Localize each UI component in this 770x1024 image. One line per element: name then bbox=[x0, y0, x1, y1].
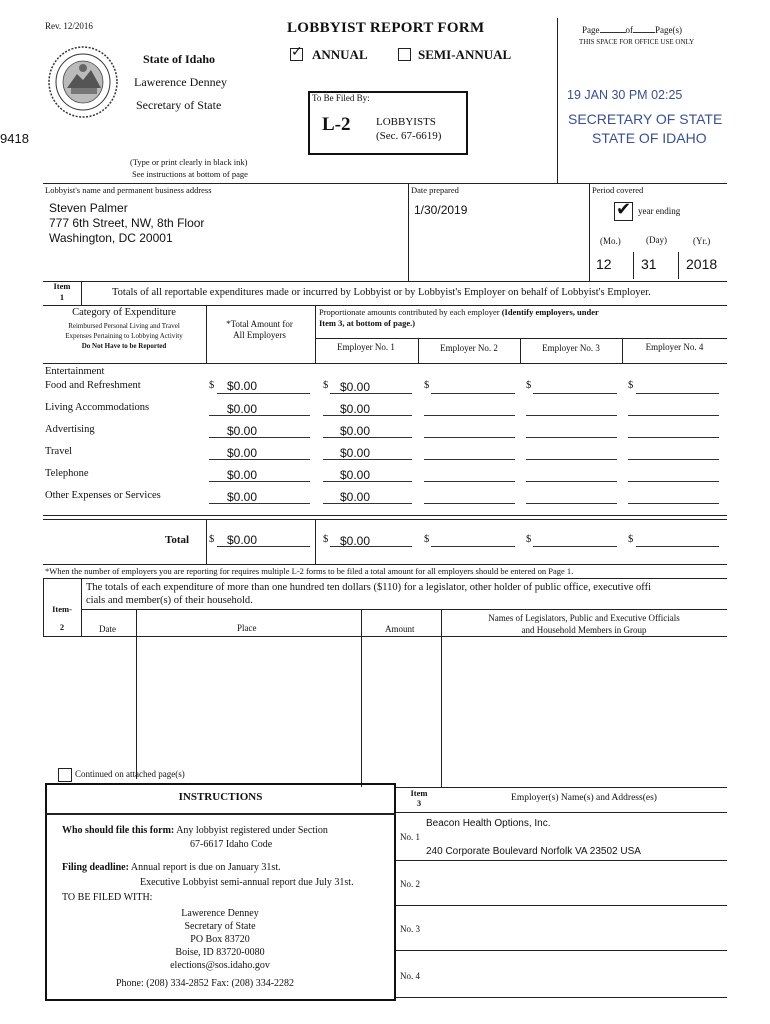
names-entry[interactable] bbox=[442, 637, 727, 765]
item3-label bbox=[399, 788, 439, 808]
pages-label: Page(s) bbox=[655, 25, 682, 35]
item1-number: 1 bbox=[59, 292, 65, 302]
employer-header-4: Employer No. 4 bbox=[645, 342, 704, 352]
office-divider bbox=[557, 18, 558, 183]
category-food: Food and Refreshment bbox=[45, 380, 141, 391]
item1-description: Totals of all reportable expenditures made or incurred by Lobbyist or by Lobbyist's Employer on behalf of Lobbyist's Employer. bbox=[112, 287, 651, 298]
rule bbox=[217, 393, 310, 394]
telephone-total[interactable]: $0.00 bbox=[227, 468, 258, 482]
form-title: LOBBYIST REPORT FORM bbox=[287, 20, 485, 36]
category-travel: Travel bbox=[45, 446, 73, 457]
side-number: 9418 bbox=[0, 131, 29, 146]
category-telephone: Telephone bbox=[45, 468, 89, 479]
advertising-employer1[interactable]: $0.00 bbox=[340, 424, 371, 438]
rule bbox=[396, 812, 727, 813]
who-should-file-text: Any lobbyist registered under Section bbox=[176, 825, 328, 836]
employer-row-1-label: No. 1 bbox=[400, 832, 420, 842]
check-icon: ✔ bbox=[616, 199, 632, 220]
annual-label: ANNUAL bbox=[312, 47, 368, 62]
dollar-sign: $ bbox=[628, 534, 634, 545]
item2-label-text: Item- bbox=[52, 604, 72, 614]
rule bbox=[43, 305, 727, 306]
item2-description bbox=[86, 581, 726, 607]
dollar-sign: $ bbox=[526, 380, 532, 391]
proportionate-text-2: Item 3, at bottom of page.) bbox=[319, 318, 416, 328]
idaho-code: 67-6617 Idaho Code bbox=[190, 839, 273, 850]
semi-annual-label: SEMI-ANNUAL bbox=[418, 47, 512, 62]
dollar-sign: $ bbox=[628, 380, 634, 391]
proportionate-text: Proportionate amounts contributed by each employer bbox=[319, 307, 500, 317]
secretary-name: Lawerence Denney bbox=[134, 75, 227, 89]
office-use-note: THIS SPACE FOR OFFICE USE ONLY bbox=[579, 38, 695, 46]
category-advertising: Advertising bbox=[45, 424, 95, 435]
address-line: PO Box 83720 bbox=[190, 934, 250, 945]
rule bbox=[315, 305, 316, 363]
rule bbox=[81, 578, 82, 636]
other-employer3[interactable] bbox=[526, 503, 617, 504]
rule bbox=[209, 459, 310, 460]
grand-total[interactable]: $0.00 bbox=[227, 533, 258, 547]
year-ending-label: year ending bbox=[638, 206, 681, 216]
address-line: Boise, ID 83720-0080 bbox=[175, 947, 265, 958]
rule bbox=[43, 281, 727, 282]
rule bbox=[209, 415, 310, 416]
rule bbox=[43, 515, 727, 516]
day-value[interactable]: 31 bbox=[641, 256, 657, 272]
food-employer1[interactable]: $0.00 bbox=[340, 380, 371, 394]
phone-fax: Phone: (208) 334-2852 Fax: (208) 334-2282 bbox=[116, 978, 295, 989]
filing-deadline bbox=[62, 862, 281, 873]
telephone-employer2[interactable] bbox=[424, 481, 515, 482]
semi-annual-checkbox[interactable] bbox=[398, 48, 411, 61]
total-label: Total bbox=[165, 534, 190, 546]
rule bbox=[396, 787, 727, 788]
travel-employer2[interactable] bbox=[424, 459, 515, 460]
rule bbox=[43, 578, 44, 636]
continued-checkbox[interactable] bbox=[58, 768, 72, 782]
rule bbox=[323, 437, 412, 438]
day-label: (Day) bbox=[646, 235, 667, 245]
dollar-sign: $ bbox=[209, 380, 215, 391]
year-value[interactable]: 2018 bbox=[686, 256, 718, 272]
rule bbox=[323, 481, 412, 482]
rule bbox=[45, 813, 396, 815]
stamp-date: 19 JAN 30 PM 02:25 bbox=[567, 88, 683, 102]
employer-row-3-label: No. 3 bbox=[400, 924, 420, 934]
food-total[interactable]: $0.00 bbox=[227, 379, 258, 393]
item1-label-text: Item bbox=[53, 281, 71, 291]
rule bbox=[589, 183, 590, 281]
employer4-total[interactable] bbox=[636, 546, 719, 547]
rule bbox=[315, 338, 727, 339]
rule bbox=[323, 459, 412, 460]
revision-label: Rev. 12/2016 bbox=[45, 21, 93, 31]
amount-entry[interactable] bbox=[362, 637, 441, 765]
rule bbox=[81, 281, 82, 305]
lobbyist-address2: Washington, DC 20001 bbox=[49, 231, 173, 245]
page-label: Page bbox=[582, 25, 600, 35]
employer-2-field[interactable] bbox=[426, 864, 726, 904]
continued-label: Continued on attached page(s) bbox=[75, 769, 185, 779]
date-header: Date bbox=[99, 624, 116, 634]
rule bbox=[206, 519, 207, 564]
item1-label bbox=[45, 281, 79, 303]
employer-1-address[interactable]: 240 Corporate Boulevard Norfolk VA 23502 USA bbox=[426, 846, 641, 857]
to-be-filed-by: To Be Filed By: bbox=[312, 93, 370, 103]
telephone-employer4[interactable] bbox=[628, 481, 719, 482]
rule bbox=[209, 503, 310, 504]
living-total[interactable]: $0.00 bbox=[227, 402, 258, 416]
rule bbox=[396, 950, 727, 951]
employer-names-header: Employer(s) Name(s) and Address(es) bbox=[511, 793, 657, 803]
travel-employer1[interactable]: $0.00 bbox=[340, 446, 371, 460]
semi-annual-deadline: Executive Lobbyist semi-annual report due July 31st. bbox=[140, 877, 354, 888]
employers-footnote: *When the number of employers you are reporting for requires multiple L-2 forms to be filed a total amount for all employers should be entered on Page 1. bbox=[45, 566, 574, 576]
address-line: Secretary of State bbox=[184, 921, 256, 932]
date-entry[interactable] bbox=[82, 637, 136, 765]
lobbyist-label: Lobbyist's name and permanent business address bbox=[45, 185, 212, 195]
lobbyist-address1: 777 6th Street, NW, 8th Floor bbox=[49, 216, 205, 230]
advertising-employer3[interactable] bbox=[526, 437, 617, 438]
item3-number: 3 bbox=[416, 798, 422, 808]
employer-header-3: Employer No. 3 bbox=[542, 343, 600, 353]
place-entry[interactable] bbox=[137, 637, 361, 765]
proportionate-bold: (Identify employers, under bbox=[501, 307, 599, 317]
category-living: Living Accommodations bbox=[45, 402, 150, 413]
living-employer3[interactable] bbox=[526, 415, 617, 416]
item2-description-1: The totals of each expenditure of more than one hundred ten dollars ($110) for a legislator, other holder of public office, executive offi bbox=[86, 582, 652, 593]
month-value[interactable]: 12 bbox=[596, 256, 612, 272]
rule bbox=[678, 252, 679, 279]
rule bbox=[43, 519, 727, 520]
reimbursed-note bbox=[45, 321, 203, 351]
rule bbox=[633, 252, 634, 279]
secretary-title: Secretary of State bbox=[136, 98, 222, 112]
employer1-total[interactable]: $0.00 bbox=[340, 534, 371, 548]
month-label: (Mo.) bbox=[600, 236, 621, 246]
form-code: L-2 bbox=[322, 114, 351, 135]
telephone-employer1[interactable]: $0.00 bbox=[340, 468, 371, 482]
page-number-field[interactable] bbox=[600, 32, 626, 33]
other-employer4[interactable] bbox=[628, 503, 719, 504]
employer-header-1: Employer No. 1 bbox=[337, 342, 395, 352]
year-label: (Yr.) bbox=[693, 236, 711, 246]
rule bbox=[396, 860, 727, 861]
rule bbox=[81, 609, 727, 610]
page-total-field[interactable] bbox=[633, 32, 655, 33]
check-icon: ✓ bbox=[291, 44, 303, 60]
reimbursed-note-2: Expenses Pertaining to Lobbying Activity bbox=[65, 332, 183, 340]
lobbyist-name: Steven Palmer bbox=[49, 201, 128, 215]
item3-label-text: Item bbox=[410, 788, 428, 798]
advertising-employer4[interactable] bbox=[628, 437, 719, 438]
type-print-note: (Type or print clearly in black ink) bbox=[130, 157, 248, 167]
rule bbox=[43, 183, 727, 184]
category-header: Category of Expenditure bbox=[72, 307, 176, 318]
total-amount-header bbox=[206, 319, 313, 341]
rule bbox=[408, 183, 409, 281]
stamp-line1: SECRETARY OF STATE bbox=[568, 111, 723, 127]
rule bbox=[330, 546, 412, 547]
total-amount-header-1: *Total Amount for bbox=[226, 319, 293, 329]
item2-label bbox=[45, 600, 79, 636]
advertising-total[interactable]: $0.00 bbox=[227, 424, 258, 438]
dollar-sign: $ bbox=[209, 534, 215, 545]
reimbursed-note-1: Reimbursed Personal Living and Travel bbox=[68, 322, 180, 330]
dollar-sign: $ bbox=[424, 534, 430, 545]
living-employer2[interactable] bbox=[424, 415, 515, 416]
item2-number: 2 bbox=[59, 622, 65, 632]
who-should-file-label: Who should file this form: bbox=[62, 825, 175, 836]
reimbursed-note-3: Do Not Have to be Reported bbox=[81, 342, 167, 350]
see-instructions: See instructions at bottom of page bbox=[132, 169, 248, 179]
address-line: Lawerence Denney bbox=[181, 908, 259, 919]
rule bbox=[396, 905, 727, 906]
item2-description-2: cials and member(s) of their household. bbox=[86, 595, 253, 606]
lobbyist-address[interactable] bbox=[49, 201, 204, 246]
who-should-file bbox=[62, 825, 328, 836]
filing-deadline-label: Filing deadline: bbox=[62, 862, 129, 873]
filing-deadline-text: Annual report is due on January 31st. bbox=[130, 862, 281, 873]
form-type: LOBBYISTS bbox=[376, 116, 436, 128]
rule bbox=[315, 519, 316, 564]
stamp-line2: STATE OF IDAHO bbox=[592, 130, 707, 146]
date-prepared-value[interactable]: 1/30/2019 bbox=[414, 203, 468, 217]
travel-employer4[interactable] bbox=[628, 459, 719, 460]
employer-header-2: Employer No. 2 bbox=[440, 343, 498, 353]
living-employer1[interactable]: $0.00 bbox=[340, 402, 371, 416]
dollar-sign: $ bbox=[526, 534, 532, 545]
email-address[interactable]: elections@sos.idaho.gov bbox=[170, 960, 270, 971]
names-header-1: Names of Legislators, Public and Executive Officials bbox=[488, 613, 680, 623]
employer-1-name[interactable]: Beacon Health Options, Inc. bbox=[426, 818, 551, 829]
travel-employer3[interactable] bbox=[526, 459, 617, 460]
idaho-seal-icon bbox=[47, 44, 119, 120]
food-employer4[interactable] bbox=[636, 393, 719, 394]
rule bbox=[396, 997, 727, 998]
rule bbox=[43, 564, 727, 565]
other-employer1[interactable]: $0.00 bbox=[340, 490, 371, 504]
advertising-employer2[interactable] bbox=[424, 437, 515, 438]
instructions-title: INSTRUCTIONS bbox=[178, 791, 263, 803]
rule bbox=[323, 415, 412, 416]
food-employer2[interactable] bbox=[431, 393, 515, 394]
rule bbox=[43, 578, 727, 579]
amount-header: Amount bbox=[385, 624, 415, 634]
rule bbox=[323, 503, 412, 504]
employer2-total[interactable] bbox=[431, 546, 515, 547]
living-employer4[interactable] bbox=[628, 415, 719, 416]
page-of-label bbox=[582, 25, 682, 35]
employer-row-2-label: No. 2 bbox=[400, 879, 420, 889]
telephone-employer3[interactable] bbox=[526, 481, 617, 482]
of-label: of bbox=[625, 25, 633, 35]
travel-total[interactable]: $0.00 bbox=[227, 446, 258, 460]
rule bbox=[209, 437, 310, 438]
employer-4-field[interactable] bbox=[426, 955, 726, 995]
dollar-sign: $ bbox=[424, 380, 430, 391]
filed-with-label: TO BE FILED WITH: bbox=[62, 892, 153, 903]
employer-3-field[interactable] bbox=[426, 909, 726, 949]
rule bbox=[217, 546, 310, 547]
period-covered-label: Period covered bbox=[592, 185, 644, 195]
state-name: State of Idaho bbox=[143, 52, 216, 66]
filing-address bbox=[120, 907, 320, 972]
rule bbox=[209, 481, 310, 482]
category-other: Other Expenses or Services bbox=[45, 490, 161, 501]
other-employer2[interactable] bbox=[424, 503, 515, 504]
form-section: (Sec. 67-6619) bbox=[376, 130, 442, 142]
names-header bbox=[441, 612, 727, 636]
employer3-total[interactable] bbox=[533, 546, 617, 547]
total-amount-header-2: All Employers bbox=[233, 330, 286, 340]
other-total[interactable]: $0.00 bbox=[227, 490, 258, 504]
names-header-2: and Household Members in Group bbox=[521, 625, 647, 635]
rule bbox=[43, 363, 727, 364]
date-prepared-label: Date prepared bbox=[411, 185, 459, 195]
place-header: Place bbox=[237, 623, 257, 633]
food-employer3[interactable] bbox=[533, 393, 617, 394]
rule bbox=[330, 393, 412, 394]
proportionate-note bbox=[319, 307, 724, 329]
employer-row-4-label: No. 4 bbox=[400, 971, 420, 981]
category-prefix: Entertainment bbox=[45, 366, 105, 377]
dollar-sign: $ bbox=[323, 380, 329, 391]
dollar-sign: $ bbox=[323, 534, 329, 545]
